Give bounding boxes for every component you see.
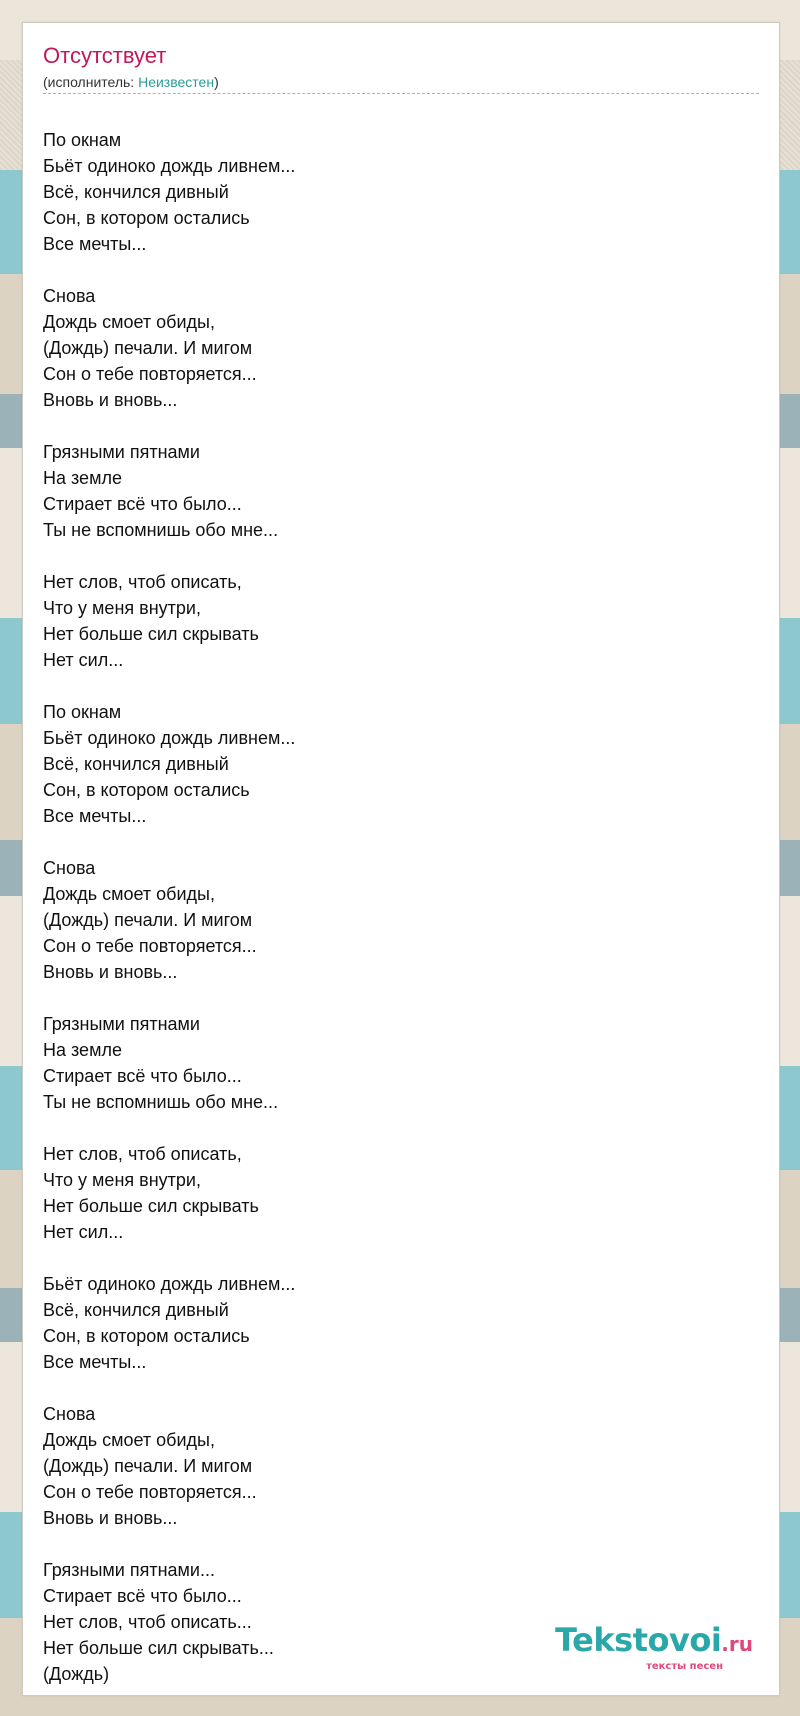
lyric-line: Нет сил...	[43, 650, 124, 670]
lyric-line: Вновь и вновь...	[43, 962, 178, 982]
lyric-line: Всё, кончился дивный	[43, 1300, 229, 1320]
stanza-gap	[43, 829, 743, 855]
lyric-line: Нет слов, чтоб описать,	[43, 1144, 242, 1164]
lyric-line: Что у меня внутри,	[43, 1170, 201, 1190]
stanza-gap	[43, 1115, 743, 1141]
lyric-line: По окнам	[43, 130, 122, 150]
lyric-line: Всё, кончился дивный	[43, 182, 229, 202]
lyric-line: На земле	[43, 1040, 122, 1060]
lyric-line: Что у меня внутри,	[43, 598, 201, 618]
lyric-line: Нет слов, чтоб описать...	[43, 1612, 252, 1632]
logo-wordmark	[555, 1623, 753, 1661]
lyric-line: Все мечты...	[43, 234, 147, 254]
lyric-line: Снова	[43, 286, 96, 306]
lyric-line: Грязными пятнами...	[43, 1560, 215, 1580]
lyric-line: Дождь смоет обиды,	[43, 884, 215, 904]
lyric-line: (Дождь) печали. И мигом	[43, 910, 253, 930]
lyric-line: Грязными пятнами	[43, 442, 200, 462]
lyrics-card	[22, 22, 780, 1696]
stanza-gap	[43, 413, 743, 439]
lyric-line: Вновь и вновь...	[43, 390, 178, 410]
lyric-line: По окнам	[43, 702, 122, 722]
stanza-gap	[43, 1245, 743, 1271]
lyric-line: Стирает всё что было...	[43, 494, 242, 514]
performer-suffix: )	[214, 74, 219, 90]
lyric-line: Нет больше сил скрывать	[43, 1196, 259, 1216]
lyric-line: Сон о тебе повторяется...	[43, 936, 257, 956]
lyric-line: Нет слов, чтоб описать,	[43, 572, 242, 592]
lyric-line: Нет больше сил скрывать...	[43, 1638, 274, 1658]
lyric-line: Вновь и вновь...	[43, 1508, 178, 1528]
stanza-gap	[43, 1531, 743, 1557]
logo-tld: .ru	[721, 1632, 753, 1656]
lyric-line: Дождь смоет обиды,	[43, 312, 215, 332]
lyric-line: Дождь смоет обиды,	[43, 1430, 215, 1450]
lyric-line: Нет сил...	[43, 1222, 124, 1242]
logo-name: Tekstovoi	[555, 1621, 722, 1659]
lyric-line: Сон о тебе повторяется...	[43, 364, 257, 384]
stanza-gap	[43, 673, 743, 699]
lyric-line: Сон, в котором остались	[43, 780, 250, 800]
lyric-line: (Дождь) печали. И мигом	[43, 1456, 253, 1476]
lyric-line: Стирает всё что было...	[43, 1066, 242, 1086]
lyric-line: Снова	[43, 1404, 96, 1424]
lyric-line: Ты не вспомнишь обо мне...	[43, 520, 279, 540]
lyric-line: Бьёт одиноко дождь ливнем...	[43, 1274, 296, 1294]
stanza-gap	[43, 1375, 743, 1401]
lyric-line: Ты не вспомнишь обо мне...	[43, 1092, 279, 1112]
lyric-line: Все мечты...	[43, 1352, 147, 1372]
lyric-line: Всё, кончился дивный	[43, 754, 229, 774]
lyric-line: Сон, в котором остались	[43, 208, 250, 228]
stanza-gap	[43, 985, 743, 1011]
song-title: Отсутствует	[43, 43, 167, 68]
lyrics-text	[43, 127, 743, 1687]
lyric-line: (Дождь) печали. И мигом	[43, 338, 253, 358]
performer-link[interactable]: Неизвестен	[138, 74, 215, 90]
stanza-gap	[43, 543, 743, 569]
lyric-line: Сон о тебе повторяется...	[43, 1482, 257, 1502]
lyric-line: Стирает всё что было...	[43, 1586, 242, 1606]
performer-prefix: (исполнитель:	[43, 74, 139, 90]
lyric-line: Грязными пятнами	[43, 1014, 200, 1034]
lyric-line: Нет больше сил скрывать	[43, 624, 259, 644]
lyric-line: Бьёт одиноко дождь ливнем...	[43, 156, 296, 176]
lyric-line: Бьёт одиноко дождь ливнем...	[43, 728, 296, 748]
performer-line	[43, 73, 759, 94]
site-logo[interactable]	[555, 1623, 753, 1673]
stanza-gap	[43, 257, 743, 283]
lyric-line: Снова	[43, 858, 96, 878]
lyric-line: (Дождь)	[43, 1664, 110, 1684]
lyric-line: Сон, в котором остались	[43, 1326, 250, 1346]
lyric-line: Все мечты...	[43, 806, 147, 826]
lyric-line: На земле	[43, 468, 122, 488]
logo-tagline: тексты песен	[646, 1661, 723, 1672]
